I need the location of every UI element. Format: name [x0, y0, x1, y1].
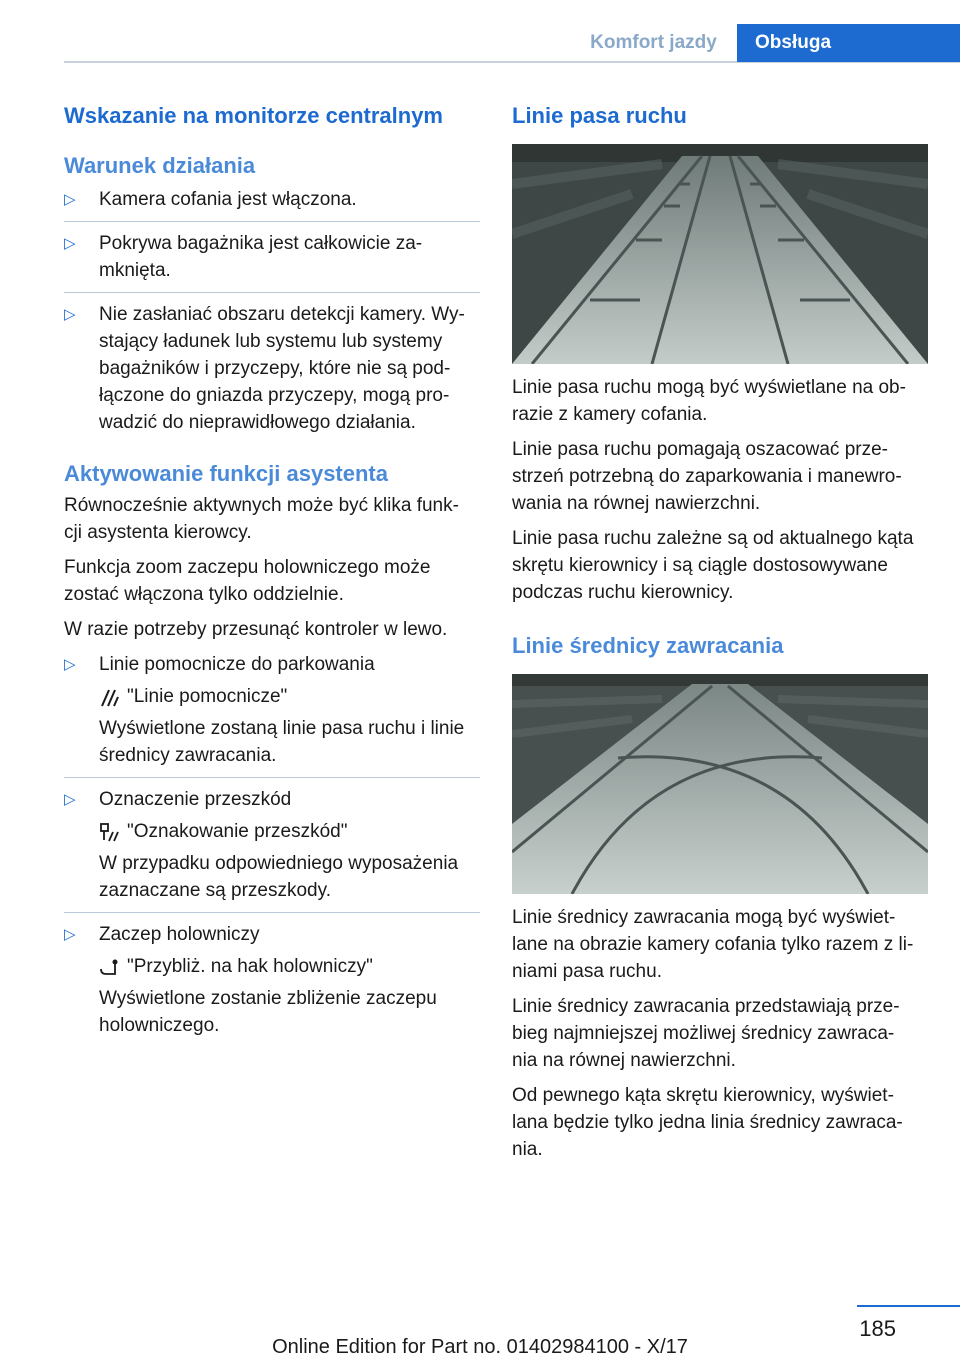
divider	[64, 777, 480, 778]
activate-paragraph: Funkcja zoom zaczepu holowniczego może zostać włączona tylko oddzielnie.	[64, 557, 431, 605]
lanes-paragraph: Linie pasa ruchu mogą być wyświetlane na ob- razie z kamery cofania.	[512, 377, 906, 425]
triangle-bullet-icon: ▷	[64, 791, 76, 808]
requirements-list	[64, 186, 480, 436]
turning-paragraph: Linie średnicy zawracania mogą być wyświet- lane na obrazie kamery cofania tylko razem z li- niami pasa ruchu.	[512, 907, 914, 982]
function-label: Linie pomocnicze do parkowania	[99, 654, 375, 675]
divider	[64, 221, 480, 222]
function-description: Wyświetlone zostanie zbliżenie zaczepu holowniczego.	[99, 988, 437, 1036]
functions-list	[64, 651, 480, 1039]
tab-chapter[interactable]: Obsługa	[737, 24, 960, 62]
turning-paragraph: Od pewnego kąta skrętu kierownicy, wyświet- lana będzie tylko jedna linia średnicy zawraca- nia.	[512, 1085, 903, 1160]
function-description: W przypadku odpowiedniego wyposażenia zaznaczane są przeszkody.	[99, 853, 459, 901]
divider	[64, 292, 480, 293]
requirement-text: Pokrywa bagażnika jest całkowicie za- mknięta.	[99, 233, 423, 281]
function-label: Oznaczenie przeszkód	[99, 789, 292, 810]
turning-circle-image	[512, 674, 928, 894]
requirement-text: Nie zasłaniać obszaru detekcji kamery. Wy- stający ładunek lub systemu lub systemy bagażników i przyczepy, które nie są pod- łączone do gniazda przyczepy, mogą pro- wadzić do nieprawidłowego działania.	[99, 304, 465, 433]
list-item	[64, 651, 480, 769]
list-item	[64, 786, 480, 904]
list-divider	[64, 292, 480, 293]
section-title: Wskazanie na monitorze centralnym	[64, 103, 443, 128]
triangle-bullet-icon: ▷	[64, 926, 76, 943]
activate-paragraph: Równocześnie aktywnych może być klika funk- cji asystenta kierowcy.	[64, 495, 459, 543]
list-divider	[64, 777, 480, 778]
menu-option-label: "Oznakowanie przeszkód"	[127, 821, 348, 842]
activate-paragraph: W razie potrzeby przesunąć kontroler w lewo.	[64, 619, 448, 640]
list-divider	[64, 221, 480, 222]
edition-footer: Online Edition for Part no. 01402984100 - X/17	[272, 1336, 688, 1358]
activate-heading: Aktywowanie funkcji asystenta	[64, 461, 388, 486]
divider	[64, 912, 480, 913]
requirement-text: Kamera cofania jest włączona.	[99, 189, 357, 210]
turning-paragraph: Linie średnicy zawracania przedstawiają prze- bieg najmniejszej możliwej średnicy zawraca- nia na równej nawierzchni.	[512, 996, 900, 1071]
tab-section[interactable]: Komfort jazdy	[590, 32, 717, 53]
lanes-heading: Linie pasa ruchu	[512, 103, 687, 128]
parking-lines-icon	[99, 687, 119, 707]
triangle-bullet-icon: ▷	[64, 191, 76, 208]
function-description: Wyświetlone zostaną linie pasa ruchu i linie średnicy zawracania.	[99, 718, 465, 766]
menu-option[interactable]	[99, 818, 480, 845]
triangle-bullet-icon: ▷	[64, 235, 76, 252]
left-column	[64, 100, 480, 1039]
lanes-paragraph: Linie pasa ruchu pomagają oszacować prze- strzeń potrzebną do zaparkowania i manewro- wania na równej nawierzchni.	[512, 439, 902, 514]
menu-option-label: "Przybliż. na hak holowniczy"	[127, 956, 373, 977]
triangle-bullet-icon: ▷	[64, 306, 76, 323]
page-number: 185	[859, 1316, 896, 1341]
lane-lines-image	[512, 144, 928, 364]
right-column	[512, 100, 928, 1163]
menu-option[interactable]	[99, 953, 480, 980]
list-item	[64, 230, 480, 284]
list-item	[64, 301, 480, 436]
obstacle-marking-icon	[99, 822, 119, 842]
lanes-paragraph: Linie pasa ruchu zależne są od aktualnego kąta skrętu kierownicy i są ciągle dostosowywane podczas ruchu kierownicy.	[512, 528, 914, 603]
tow-hitch-icon	[99, 957, 119, 977]
turning-heading: Linie średnicy zawracania	[512, 633, 784, 658]
triangle-bullet-icon: ▷	[64, 656, 76, 673]
menu-option[interactable]	[99, 683, 480, 710]
list-divider	[64, 912, 480, 913]
requirements-heading: Warunek działania	[64, 153, 256, 178]
list-item	[64, 186, 480, 213]
footer-rule	[857, 1305, 960, 1307]
list-item	[64, 921, 480, 1039]
function-label: Zaczep holowniczy	[99, 924, 260, 945]
menu-option-label: "Linie pomocnicze"	[127, 686, 288, 707]
